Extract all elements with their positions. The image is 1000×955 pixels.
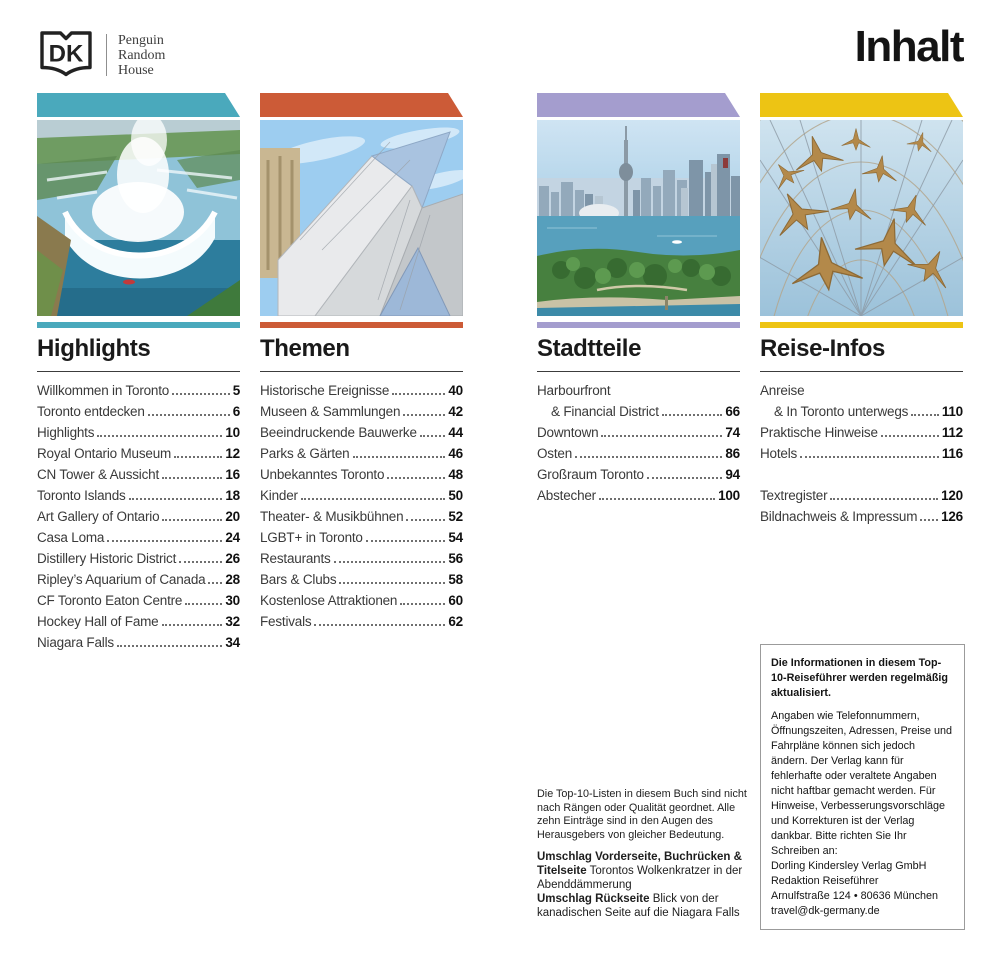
toc-dotted-leader <box>911 414 939 416</box>
column-color-tab <box>537 93 740 117</box>
column-heading: Stadtteile <box>537 335 740 372</box>
photo-eaton-centre-geese <box>760 120 963 316</box>
cover-front-credit <box>537 850 749 892</box>
toc-item-page-number: 52 <box>448 509 463 524</box>
toc-item-page-number: 48 <box>448 467 463 482</box>
toc-dotted-leader <box>148 414 230 416</box>
address-line: Redaktion Reiseführer <box>771 875 879 887</box>
toc-item <box>37 443 240 464</box>
toc-item <box>260 569 463 590</box>
toc-item <box>760 506 963 527</box>
toc-item <box>37 401 240 422</box>
toc-item-label: Toronto entdecken <box>37 404 145 419</box>
toc-item-page-number: 30 <box>225 593 240 608</box>
toc-item <box>760 485 963 506</box>
toc-item <box>260 506 463 527</box>
dk-logo-letters: DK <box>48 40 84 68</box>
toc-item-label: Distillery Historic District <box>37 551 177 566</box>
toc-dotted-leader <box>185 603 222 605</box>
toc-item-page-number: 58 <box>448 572 463 587</box>
toc-item-label: Niagara Falls <box>37 635 114 650</box>
toc-item-label: Willkommen in Toronto <box>37 383 170 398</box>
info-box-intro: Die Informationen in diesem Top-10-Reiseführer werden regelmäßig aktualisiert. <box>771 657 949 699</box>
toc-item <box>260 548 463 569</box>
toc-item-label: Historische Ereignisse <box>260 383 390 398</box>
toc-item-page-number: 40 <box>448 383 463 398</box>
toc-item-label: Restaurants <box>260 551 331 566</box>
toc-dotted-leader <box>830 498 938 500</box>
toc-item <box>537 380 740 401</box>
imprint-line: Random <box>118 47 166 63</box>
toc-item <box>260 485 463 506</box>
toc-spacer <box>760 464 963 485</box>
toc-item-page-number: 116 <box>941 446 963 461</box>
toc-item <box>37 527 240 548</box>
toc-dotted-leader <box>366 540 446 542</box>
toc-item-label: Museen & Sammlungen <box>260 404 401 419</box>
toc-dotted-leader <box>575 456 722 458</box>
toc-item <box>37 380 240 401</box>
cover-back-credit <box>537 892 749 920</box>
toc-item-label: Highlights <box>37 425 95 440</box>
cover-back-label: Umschlag Rückseite <box>537 893 650 905</box>
toc-item-label: & In Toronto unterwegs <box>774 404 909 419</box>
column-color-bar <box>260 322 463 328</box>
address-line: travel@dk-germany.de <box>771 905 880 917</box>
toc-item <box>37 485 240 506</box>
toc-dotted-leader <box>406 519 445 521</box>
toc-item-page-number: 110 <box>941 404 963 419</box>
toc-item-label: Osten <box>537 446 573 461</box>
toc-item <box>260 443 463 464</box>
toc-item <box>37 611 240 632</box>
toc-list <box>37 380 240 653</box>
toc-item <box>37 569 240 590</box>
toc-item-page-number: 34 <box>225 635 240 650</box>
toc-dotted-leader <box>387 477 445 479</box>
toc-dotted-leader <box>662 414 723 416</box>
toc-dotted-leader <box>162 624 223 626</box>
column-color-bar <box>537 322 740 328</box>
imprint-line: Penguin <box>118 32 164 48</box>
toc-item-page-number: 94 <box>725 467 740 482</box>
toc-item <box>537 401 740 422</box>
toc-item-page-number: 28 <box>225 572 240 587</box>
dk-logo-icon <box>37 28 95 82</box>
publisher-address <box>771 859 954 919</box>
toc-item-page-number: 42 <box>448 404 463 419</box>
toc-item-label: Hockey Hall of Fame <box>37 614 159 629</box>
toc-dotted-leader <box>403 414 445 416</box>
toc-item <box>760 422 963 443</box>
toc-item-label: Großraum Toronto <box>537 467 644 482</box>
toc-item-page-number: 5 <box>232 383 240 398</box>
cover-front-label: Umschlag Vorderseite, Buchrücken & Titelseite <box>537 851 742 877</box>
toc-dotted-leader <box>301 498 446 500</box>
toc-item-page-number: 56 <box>448 551 463 566</box>
toc-item-label: Unbekanntes Toronto <box>260 467 385 482</box>
toc-item-page-number: 120 <box>941 488 963 503</box>
photo-toronto-skyline <box>537 120 740 316</box>
toc-item-label: Festivals <box>260 614 312 629</box>
page-title: Inhalt <box>854 22 963 71</box>
toc-dotted-leader <box>174 456 222 458</box>
toc-item-page-number: 50 <box>448 488 463 503</box>
toc-item-label: Theater- & Musikbühnen <box>260 509 404 524</box>
cover-credits <box>537 850 749 920</box>
toc-item <box>260 611 463 632</box>
cover-front-text: Torontos Wolkenkratzer in der Abenddämmerung <box>537 865 743 891</box>
toc-item-page-number: 6 <box>232 404 240 419</box>
toc-item-page-number: 24 <box>225 530 240 545</box>
toc-item-page-number: 32 <box>225 614 240 629</box>
toc-item <box>760 443 963 464</box>
toc-item-label: Textregister <box>760 488 828 503</box>
toc-dotted-leader <box>647 477 723 479</box>
toc-item-page-number: 60 <box>448 593 463 608</box>
toc-item-label: Kostenlose Attraktionen <box>260 593 398 608</box>
toc-item-label: Praktische Hinweise <box>760 425 878 440</box>
toc-item <box>260 401 463 422</box>
toc-item <box>260 590 463 611</box>
toc-list <box>760 380 963 527</box>
toc-item-page-number: 26 <box>225 551 240 566</box>
toc-item-label: CF Toronto Eaton Centre <box>37 593 183 608</box>
toc-dotted-leader <box>179 561 222 563</box>
toc-dotted-leader <box>107 540 222 542</box>
photo-niagara-falls <box>37 120 240 316</box>
toc-dotted-leader <box>800 456 939 458</box>
toc-item-label: Royal Ontario Museum <box>37 446 172 461</box>
toc-item <box>37 590 240 611</box>
toc-column-reise-infos <box>760 93 963 527</box>
toc-item-label: Art Gallery of Ontario <box>37 509 160 524</box>
cover-back-text: Blick von der kanadischen Seite auf die Niagara Falls <box>537 893 740 919</box>
column-heading: Themen <box>260 335 463 372</box>
column-color-tab <box>260 93 463 117</box>
toc-dotted-leader <box>881 435 939 437</box>
toc-item-page-number: 16 <box>225 467 240 482</box>
toc-item-page-number: 62 <box>448 614 463 629</box>
toc-item-page-number: 126 <box>941 509 963 524</box>
toc-item-page-number: 20 <box>225 509 240 524</box>
toc-item <box>260 464 463 485</box>
toc-dotted-leader <box>920 519 938 521</box>
column-color-tab <box>760 93 963 117</box>
toc-dotted-leader <box>117 645 222 647</box>
toc-column-themen <box>260 93 463 632</box>
top10-note: Die Top-10-Listen in diesem Buch sind nicht nach Rängen oder Qualität geordnet. Alle zehn Einträge sind in den Augen des Herausgebers von gleicher Bedeutung. <box>537 788 747 841</box>
toc-item-page-number: 44 <box>448 425 463 440</box>
toc-dotted-leader <box>420 435 446 437</box>
toc-item-label: Anreise <box>760 383 805 398</box>
photo-rom-crystal <box>260 120 463 316</box>
toc-item <box>760 380 963 401</box>
toc-item-label: Casa Loma <box>37 530 105 545</box>
toc-dotted-leader <box>601 435 722 437</box>
toc-dotted-leader <box>97 435 222 437</box>
toc-item-page-number: 18 <box>225 488 240 503</box>
toc-item <box>37 632 240 653</box>
toc-item <box>37 422 240 443</box>
info-box-body: Angaben wie Telefonnummern, Öffnungszeiten, Adressen, Preise und Fahrpläne können sich jedoch ändern. Der Verlag kann für fehlerhafte oder veraltete Angaben nicht haftbar gemacht werden. Für Hinweise, Verbesserungsvorschläge und Korrekturen ist der Verlag dankbar. Bitte richten Sie Ihr Schreiben an: <box>771 710 953 857</box>
toc-item-page-number: 74 <box>725 425 740 440</box>
toc-item-page-number: 54 <box>448 530 463 545</box>
toc-dotted-leader <box>334 561 446 563</box>
toc-column-stadtteile <box>537 93 740 506</box>
toc-item <box>760 401 963 422</box>
toc-item-label: CN Tower & Aussicht <box>37 467 159 482</box>
toc-item-label: & Financial District <box>551 404 659 419</box>
column-color-bar <box>760 322 963 328</box>
toc-item <box>537 443 740 464</box>
toc-item-label: Beeindruckende Bauwerke <box>260 425 417 440</box>
toc-item-label: Kinder <box>260 488 298 503</box>
toc-item <box>537 464 740 485</box>
toc-item-label: Bildnachweis & Impressum <box>760 509 918 524</box>
address-line: Arnulfstraße 124 • 80636 München <box>771 890 939 902</box>
toc-column-highlights <box>37 93 240 653</box>
toc-dotted-leader <box>339 582 445 584</box>
toc-dotted-leader <box>208 582 222 584</box>
toc-list <box>537 380 740 506</box>
address-line: Dorling Kindersley Verlag GmbH <box>771 860 927 872</box>
toc-item-page-number: 46 <box>448 446 463 461</box>
toc-dotted-leader <box>599 498 715 500</box>
toc-item <box>260 527 463 548</box>
column-heading: Highlights <box>37 335 240 372</box>
toc-item-label: Harbourfront <box>537 383 611 398</box>
toc-item <box>537 422 740 443</box>
toc-item <box>260 380 463 401</box>
toc-item-label: Abstecher <box>537 488 596 503</box>
toc-item-page-number: 66 <box>725 404 740 419</box>
toc-item-label: Parks & Gärten <box>260 446 350 461</box>
toc-item <box>37 548 240 569</box>
toc-item-page-number: 12 <box>225 446 240 461</box>
toc-dotted-leader <box>162 477 222 479</box>
toc-item <box>537 485 740 506</box>
toc-list <box>260 380 463 632</box>
toc-dotted-leader <box>392 393 445 395</box>
column-color-tab <box>37 93 240 117</box>
toc-dotted-leader <box>400 603 445 605</box>
imprint-name <box>118 33 165 78</box>
publisher-brand <box>37 28 165 82</box>
toc-item-page-number: 100 <box>718 488 740 503</box>
toc-item <box>37 464 240 485</box>
toc-item-label: LGBT+ in Toronto <box>260 530 363 545</box>
toc-item-label: Bars & Clubs <box>260 572 337 587</box>
toc-item <box>260 422 463 443</box>
column-heading: Reise-Infos <box>760 335 963 372</box>
toc-dotted-leader <box>353 456 446 458</box>
publisher-info-box <box>760 644 965 930</box>
toc-item-page-number: 112 <box>941 425 963 440</box>
toc-dotted-leader <box>172 393 230 395</box>
toc-dotted-leader <box>129 498 223 500</box>
toc-item-page-number: 86 <box>725 446 740 461</box>
toc-item-label: Hotels <box>760 446 798 461</box>
brand-divider <box>106 34 107 76</box>
toc-item-page-number: 10 <box>225 425 240 440</box>
toc-item-label: Ripley’s Aquarium of Canada <box>37 572 206 587</box>
toc-item <box>37 506 240 527</box>
imprint-line: House <box>118 62 154 78</box>
toc-item-label: Toronto Islands <box>37 488 126 503</box>
toc-dotted-leader <box>162 519 222 521</box>
toc-dotted-leader <box>314 624 445 626</box>
column-color-bar <box>37 322 240 328</box>
toc-item-label: Downtown <box>537 425 599 440</box>
